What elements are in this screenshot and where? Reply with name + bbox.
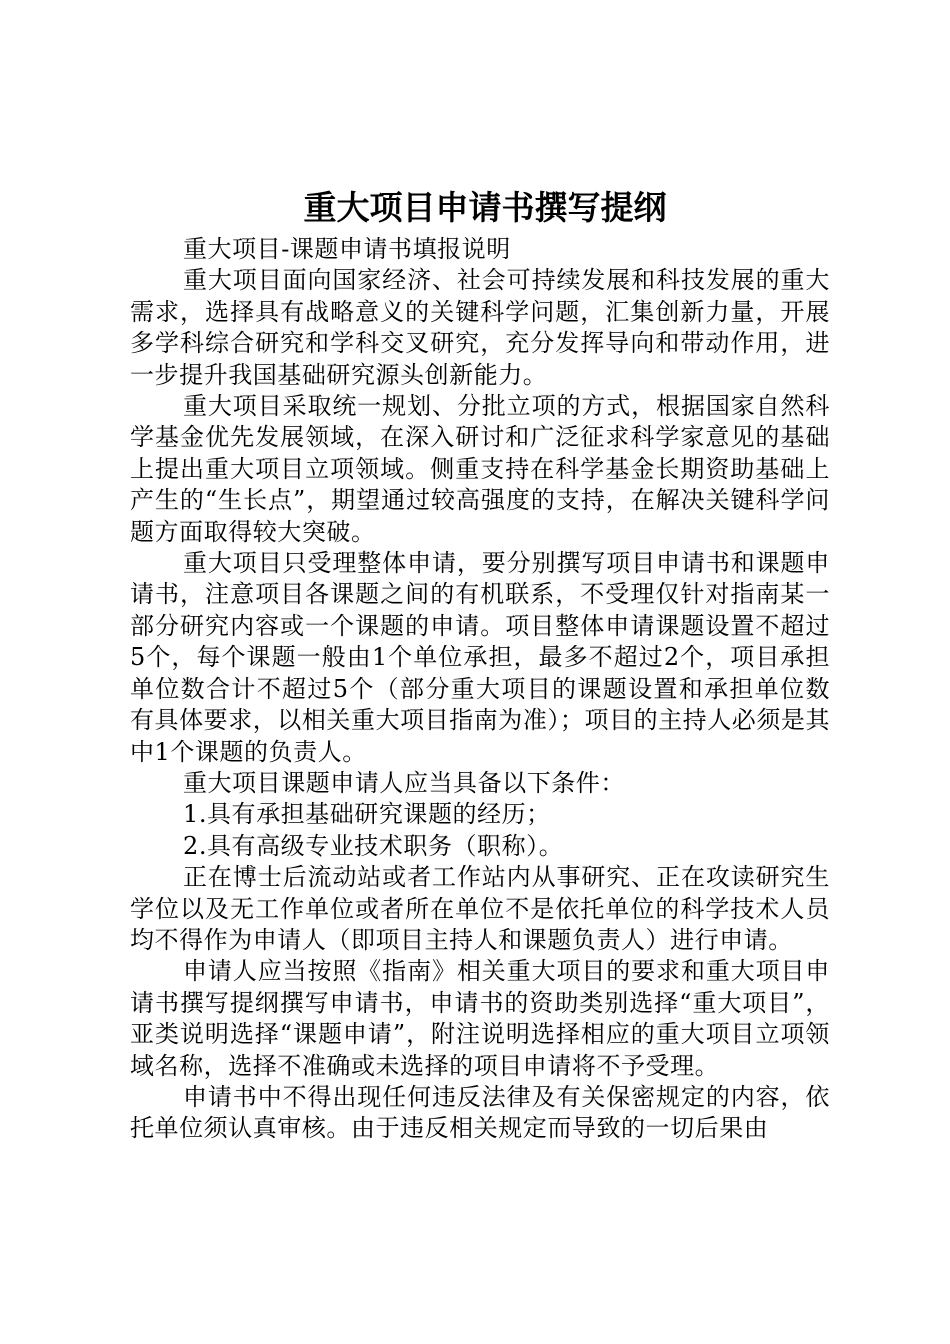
- document-subtitle: 重大项目-课题申请书填报说明: [183, 235, 511, 263]
- list-item-condition-1: 1.具有承担基础研究课题的经历；: [183, 800, 551, 829]
- document-body: [130, 234, 830, 1145]
- paragraph-planning: 重大项目采取统一规划、分批立项的方式，根据国家自然科学基金优先发展领域，在深入研讨和广泛征求科学家意见的基础上提出重大项目立项领域。侧重支持在科学基金长期资助基础上产生的“生长点”，期望通过较高强度的支持，在解决关键科学问题方面取得较大突破。: [130, 392, 830, 546]
- paragraph-conditions-intro: 重大项目课题申请人应当具备以下条件：: [183, 768, 625, 797]
- document-page: [130, 182, 830, 1145]
- paragraph-confidentiality: 申请书中不得出现任何违反法律及有关保密规定的内容，依托单位须认真审核。由于违反相关规定而导致的一切后果由: [130, 1082, 830, 1143]
- paragraph-writing-guide: 申请人应当按照《指南》相关重大项目的要求和重大项目申请书撰写提纲撰写申请书，申请书的资助类别选择“重大项目”，亚类说明选择“课题申请”，附注说明选择相应的重大项目立项领域名称，选择不准确或未选择的项目申请将不予受理。: [130, 957, 830, 1080]
- list-item-condition-2: 2.具有高级专业技术职务（职称）。: [183, 831, 564, 860]
- paragraph-ineligible: 正在博士后流动站或者工作站内从事研究、正在攻读研究生学位以及无工作单位或者所在单位不是依托单位的科学技术人员均不得作为申请人（即项目主持人和课题负责人）进行申请。: [130, 863, 830, 954]
- paragraph-overview: 重大项目面向国家经济、社会可持续发展和科技发展的重大需求，选择具有战略意义的关键科学问题，汇集创新力量，开展多学科综合研究和学科交叉研究，充分发挥导向和带动作用，进一步提升我国基础研究源头创新能力。: [130, 266, 830, 389]
- paragraph-application-rules: 重大项目只受理整体申请，要分别撰写项目申请书和课题申请书，注意项目各课题之间的有机联系，不受理仅针对指南某一部分研究内容或一个课题的申请。项目整体申请课题设置不超过5个，每个课题一般由1个单位承担，最多不超过2个，项目承担单位数合计不超过5个（部分重大项目的课题设置和承担单位数有具体要求，以相关重大项目指南为准）；项目的主持人必须是其中1个课题的负责人。: [130, 549, 830, 766]
- document-title: 重大项目申请书撰写提纲: [303, 188, 667, 227]
